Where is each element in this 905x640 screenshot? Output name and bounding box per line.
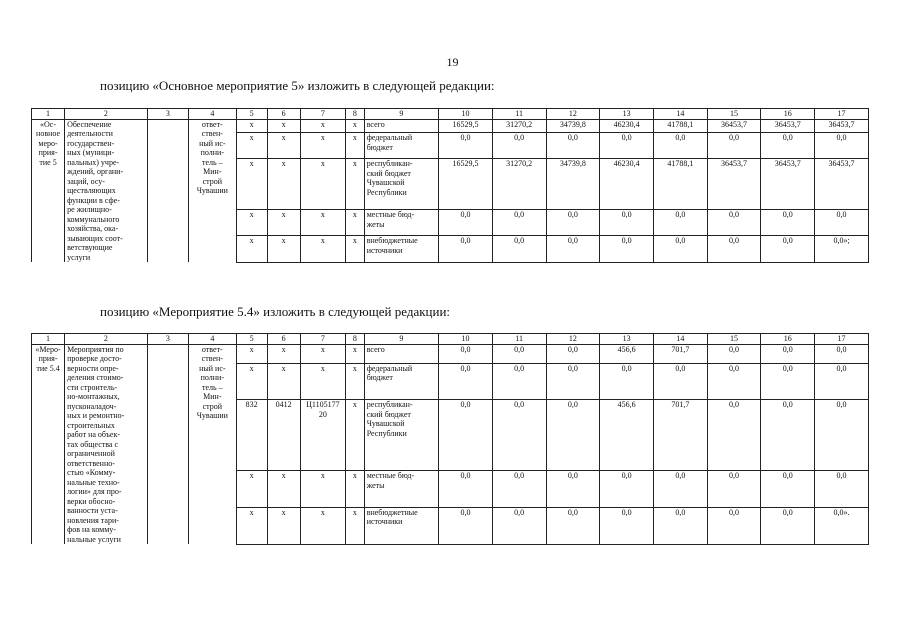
column-number: 10 (439, 334, 493, 345)
amount-cell: 16529,5 (439, 159, 493, 210)
cell-line: ствен- (201, 129, 223, 138)
amount-cell: 0,0 (439, 400, 493, 471)
column-number: 14 (653, 334, 707, 345)
code-cell-c8: x (346, 159, 365, 210)
responsible-executor-cell (189, 119, 237, 262)
amount-cell: 36453,7 (707, 159, 761, 210)
amount-cell: 0,0 (492, 400, 546, 471)
cell-line: новления тари- (67, 515, 119, 525)
amount-cell: 0,0 (439, 236, 493, 262)
code-cell-c6: x (267, 471, 300, 508)
code-cell-c8: x (346, 236, 365, 262)
cell-line: ский бюджет (366, 409, 411, 419)
cell-line: деятельности (67, 129, 113, 138)
budget-table-main-event-5 (31, 108, 869, 263)
cell-line: нальные техно- (67, 477, 120, 487)
cell-line: нальные услуги (67, 534, 121, 544)
amount-cell: 0,0 (600, 133, 654, 159)
amount-cell: 0,0»; (815, 236, 869, 262)
amount-cell: 0,0 (707, 210, 761, 236)
cell-line: всего (366, 119, 385, 129)
column-number: 7 (300, 334, 345, 345)
amount-cell: 0,0 (761, 363, 815, 400)
code-cell-c8: x (346, 363, 365, 400)
cell-line: ный ис- (199, 363, 226, 373)
cell-line: ных и ремонтно- (67, 411, 125, 420)
cell-line: Мин- (203, 392, 222, 401)
page-number: 19 (446, 55, 459, 69)
amount-cell: 0,0 (492, 471, 546, 508)
cell-line: всего (366, 344, 385, 354)
cell-line: тах общества с (67, 439, 119, 449)
section-heading-1: позицию «Основное мероприятие 5» изложить в следующей редакции: (100, 78, 495, 93)
code-cell-c6: x (267, 236, 300, 262)
code-cell-c5: x (236, 210, 267, 236)
cell-line: строй (202, 401, 223, 411)
cell-line: ждений, органи- (67, 167, 124, 176)
amount-cell: 0,0 (707, 363, 761, 400)
cell-line: Чувашской (366, 419, 405, 429)
cell-line: «Ос- (40, 119, 57, 129)
column-number: 14 (653, 109, 707, 120)
cell-line: верки обосно- (67, 496, 116, 506)
funding-source-cell (364, 344, 438, 363)
amount-cell: 36453,7 (761, 119, 815, 133)
amount-cell: 0,0 (492, 507, 546, 544)
column-number: 16 (761, 109, 815, 120)
column-number: 5 (236, 334, 267, 345)
empty-cell (147, 344, 188, 544)
amount-cell: 0,0 (600, 210, 654, 236)
cell-line: ных (муници- (67, 148, 115, 157)
cell-line: коммунального (67, 214, 120, 224)
column-number: 17 (815, 334, 869, 345)
amount-cell: 0,0 (546, 133, 600, 159)
cell-line: заций, осу- (67, 176, 105, 186)
code-cell-c6: x (267, 159, 300, 210)
amount-cell: 0,0 (707, 507, 761, 544)
amount-cell: 0,0 (653, 133, 707, 159)
amount-cell: 46230,4 (600, 119, 654, 133)
amount-cell: 0,0 (653, 471, 707, 508)
column-number-row (32, 334, 869, 345)
table-row (32, 344, 869, 363)
column-number: 6 (267, 334, 300, 345)
amount-cell: 0,0 (653, 236, 707, 262)
column-number: 15 (707, 334, 761, 345)
amount-cell: 0,0 (815, 133, 869, 159)
cell-line: «Меро- (35, 344, 61, 354)
code-cell-c7: x (300, 507, 345, 544)
amount-cell: 0,0 (546, 210, 600, 236)
cell-line: ответ- (201, 119, 223, 129)
amount-cell: 0,0 (600, 507, 654, 544)
code-cell-c5: x (236, 236, 267, 262)
cell-line: новное (36, 129, 61, 138)
code-cell-c6: x (267, 344, 300, 363)
amount-cell: 0,0 (546, 344, 600, 363)
amount-cell: 36453,7 (761, 159, 815, 210)
amount-cell: 0,0 (761, 507, 815, 544)
amount-cell: 0,0 (815, 471, 869, 508)
cell-line: Обеспечение (67, 119, 112, 129)
amount-cell: 0,0 (600, 471, 654, 508)
amount-cell: 0,0 (600, 236, 654, 262)
amount-cell: 0,0 (653, 363, 707, 400)
funding-source-cell (364, 363, 438, 400)
amount-cell: 0,0 (707, 133, 761, 159)
amount-cell: 0,0 (492, 344, 546, 363)
code-cell-c8: x (346, 400, 365, 471)
amount-cell: 0,0 (600, 363, 654, 400)
cell-line: сти строитель- (67, 382, 118, 392)
cell-line: тель – (201, 382, 223, 392)
cell-line: полни- (200, 373, 225, 382)
cell-line: полни- (200, 148, 225, 157)
amount-cell: 0,0 (439, 344, 493, 363)
amount-cell: 456,6 (600, 400, 654, 471)
amount-cell: 46230,4 (600, 159, 654, 210)
cell-line: ветствующие (67, 243, 113, 252)
cell-line: пусконаладоч- (67, 401, 117, 411)
amount-cell: 0,0 (439, 210, 493, 236)
cell-line: строительных (67, 420, 115, 430)
cell-line: источники (366, 517, 403, 527)
column-number: 15 (707, 109, 761, 120)
event-code-cell (32, 344, 65, 544)
column-number: 4 (189, 334, 237, 345)
amount-cell: 0,0 (492, 363, 546, 400)
code-cell-c7: x (300, 119, 345, 133)
amount-cell: 34739,8 (546, 159, 600, 210)
amount-cell: 36453,7 (815, 159, 869, 210)
cell-line: федеральный (366, 133, 413, 143)
amount-cell: 0,0». (815, 507, 869, 544)
cell-line: Мин- (203, 167, 222, 176)
column-number: 11 (492, 109, 546, 120)
funding-source-cell (364, 507, 438, 544)
code-cell-c7: x (300, 344, 345, 363)
amount-cell: 34739,8 (546, 119, 600, 133)
cell-line: местные бюд- (366, 210, 415, 220)
code-cell-c7: x (300, 133, 345, 159)
cell-line: ский бюджет (366, 168, 411, 178)
cell-line: внебюджетные (366, 236, 418, 246)
event-code-cell (32, 119, 65, 262)
cell-line: зывающих соот- (67, 233, 123, 243)
column-number: 7 (300, 109, 345, 120)
column-number: 2 (65, 109, 148, 120)
amount-cell: 36453,7 (815, 119, 869, 133)
code-cell-c6: x (267, 119, 300, 133)
cell-line: республикан- (366, 159, 413, 169)
column-number: 6 (267, 109, 300, 120)
code-cell-c7: x (300, 210, 345, 236)
cell-line: работ на объек- (67, 430, 121, 439)
column-number: 3 (147, 109, 188, 120)
funding-source-cell (364, 210, 438, 236)
empty-cell (147, 119, 188, 262)
cell-line: меро- (38, 138, 58, 148)
amount-cell: 0,0 (546, 363, 600, 400)
cell-line: ществляющих (67, 186, 116, 195)
code-cell-c7: x (300, 471, 345, 508)
cell-line: Республики (366, 187, 407, 197)
amount-cell: 36453,7 (707, 119, 761, 133)
column-number: 16 (761, 334, 815, 345)
table-row (32, 119, 869, 133)
cell-line: прия- (38, 148, 58, 157)
cell-line: тие 5 (39, 157, 57, 167)
cell-line: государствен- (67, 138, 115, 148)
amount-cell: 0,0 (546, 507, 600, 544)
amount-cell: 0,0 (546, 471, 600, 508)
funding-source-cell (364, 471, 438, 508)
code-cell-c5: x (236, 363, 267, 400)
column-number: 1 (32, 109, 65, 120)
amount-cell: 0,0 (815, 210, 869, 236)
funding-source-cell (364, 159, 438, 210)
cell-line: но-монтажных, (67, 392, 120, 401)
cell-line: бюджет (366, 373, 393, 383)
column-number: 9 (364, 109, 438, 120)
amount-cell: 0,0 (815, 363, 869, 400)
code-cell-c6: x (267, 210, 300, 236)
code-cell-c7: x (300, 159, 345, 210)
cell-line: тие 5.4 (36, 363, 60, 373)
amount-cell: 31270,2 (492, 119, 546, 133)
code-cell-c8: x (346, 507, 365, 544)
code-cell-c7: x (300, 236, 345, 262)
event-name-cell (65, 119, 148, 262)
amount-cell: 701,7 (653, 344, 707, 363)
code-cell-c5: 832 (236, 400, 267, 471)
amount-cell: 701,7 (653, 400, 707, 471)
cell-line: логии» для про- (67, 487, 122, 496)
cell-line: хозяйства, ока- (67, 224, 119, 233)
cell-line: ре жилищно- (67, 205, 112, 214)
amount-cell: 0,0 (761, 236, 815, 262)
amount-cell: 41788,1 (653, 159, 707, 210)
funding-source-cell (364, 400, 438, 471)
cell-line: внебюджетные (366, 507, 418, 517)
cell-line: Чувашской (366, 178, 405, 188)
code-cell-c8: x (346, 471, 365, 508)
amount-cell: 0,0 (815, 400, 869, 471)
cell-line: ствен- (201, 354, 223, 363)
code-cell-c8: x (346, 119, 365, 133)
column-number: 8 (346, 109, 365, 120)
amount-cell: 0,0 (707, 236, 761, 262)
event-name-cell (65, 344, 148, 544)
cell-line: проверке досто- (67, 354, 122, 363)
column-number: 9 (364, 334, 438, 345)
amount-cell: 31270,2 (492, 159, 546, 210)
funding-source-cell (364, 119, 438, 133)
cell-line: источники (366, 245, 403, 255)
code-cell-c7: x (300, 363, 345, 400)
amount-cell: 0,0 (707, 471, 761, 508)
cell-line: Чувашии (196, 186, 228, 195)
column-number: 4 (189, 109, 237, 120)
cell-line: функции в сфе- (67, 195, 120, 205)
amount-cell: 0,0 (761, 344, 815, 363)
cell-line: Республики (366, 428, 407, 438)
code-cell-c5: x (236, 507, 267, 544)
column-number: 17 (815, 109, 869, 120)
amount-cell: 0,0 (761, 400, 815, 471)
amount-cell: 0,0 (653, 507, 707, 544)
amount-cell: 16529,5 (439, 119, 493, 133)
amount-cell: 0,0 (439, 133, 493, 159)
cell-line: жеты (366, 219, 385, 229)
cell-line: прия- (38, 354, 58, 363)
amount-cell: 0,0 (439, 471, 493, 508)
code-cell-c6: x (267, 133, 300, 159)
code-cell-c5: x (236, 119, 267, 133)
budget-table-event-5-4 (31, 333, 869, 545)
cell-line: стью «Комму- (67, 468, 116, 477)
cell-line: тель – (201, 157, 223, 167)
cell-line: ванности уста- (67, 506, 118, 515)
cell-line: ответственно- (67, 458, 115, 468)
code-cell-c5: x (236, 471, 267, 508)
cell-line: услуги (67, 252, 91, 262)
amount-cell: 0,0 (492, 236, 546, 262)
cell-line: ответ- (201, 344, 223, 354)
code-cell-c6: 0412 (267, 400, 300, 471)
column-number: 13 (600, 334, 654, 345)
column-number: 2 (65, 334, 148, 345)
cell-line: деления стоимо- (67, 373, 124, 382)
amount-cell: 0,0 (761, 210, 815, 236)
amount-cell: 41788,1 (653, 119, 707, 133)
amount-cell: 456,6 (600, 344, 654, 363)
column-number: 13 (600, 109, 654, 120)
column-number: 5 (236, 109, 267, 120)
column-number: 12 (546, 334, 600, 345)
amount-cell: 0,0 (546, 236, 600, 262)
cell-line: верности опре- (67, 363, 119, 373)
amount-cell: 0,0 (439, 507, 493, 544)
amount-cell: 0,0 (546, 400, 600, 471)
code-cell-c8: x (346, 210, 365, 236)
code-cell-c5: x (236, 344, 267, 363)
code-cell-c8: x (346, 133, 365, 159)
code-cell-c5: x (236, 133, 267, 159)
code-cell-c6: x (267, 507, 300, 544)
column-number: 3 (147, 334, 188, 345)
responsible-executor-cell (189, 344, 237, 544)
cell-line: ограниченной (67, 449, 115, 458)
amount-cell: 0,0 (707, 400, 761, 471)
code-cell-c8: x (346, 344, 365, 363)
column-number: 1 (32, 334, 65, 345)
amount-cell: 0,0 (492, 133, 546, 159)
cell-line: ный ис- (199, 138, 226, 148)
column-number: 10 (439, 109, 493, 120)
cell-line: жеты (366, 480, 385, 490)
column-number: 12 (546, 109, 600, 120)
code-cell-c5: x (236, 159, 267, 210)
cell-line: республикан- (366, 400, 413, 410)
amount-cell: 0,0 (761, 133, 815, 159)
amount-cell: 0,0 (761, 471, 815, 508)
amount-cell: 0,0 (492, 210, 546, 236)
cell-line: федеральный (366, 363, 413, 373)
amount-cell: 0,0 (653, 210, 707, 236)
column-number: 11 (492, 334, 546, 345)
cell-line: строй (202, 176, 223, 186)
column-number-row (32, 109, 869, 120)
cell-line: Чувашии (196, 411, 228, 420)
amount-cell: 0,0 (439, 363, 493, 400)
cell-line: Мероприятия по (67, 344, 124, 354)
cell-line: бюджет (366, 142, 393, 152)
code-cell-c7: Ц1105177 20 (300, 400, 345, 471)
column-number: 8 (346, 334, 365, 345)
funding-source-cell (364, 236, 438, 262)
cell-line: пальных) учре- (67, 157, 120, 167)
amount-cell: 0,0 (815, 344, 869, 363)
cell-line: фов на комму- (67, 525, 116, 534)
cell-line: местные бюд- (366, 471, 415, 481)
code-cell-c6: x (267, 363, 300, 400)
section-heading-2: позицию «Мероприятие 5.4» изложить в следующей редакции: (100, 304, 451, 319)
funding-source-cell (364, 133, 438, 159)
amount-cell: 0,0 (707, 344, 761, 363)
